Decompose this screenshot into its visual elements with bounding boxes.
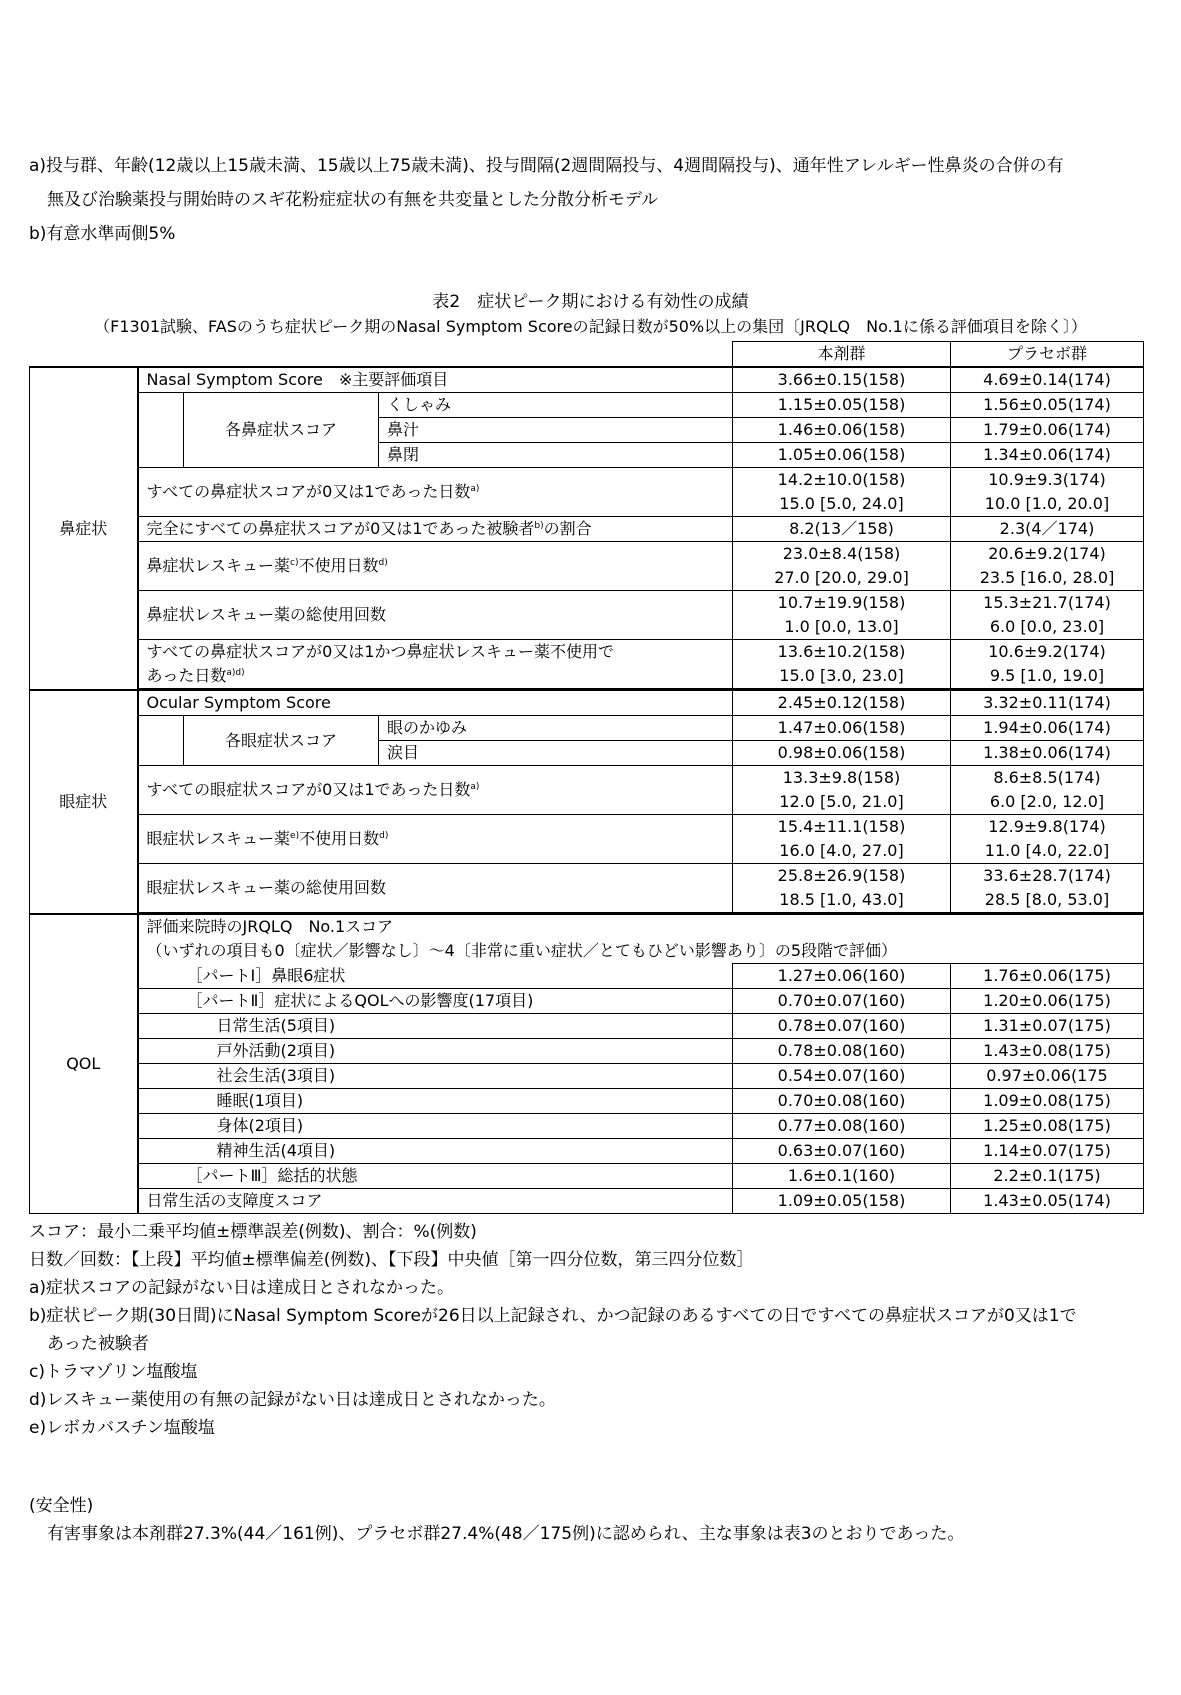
oss-label: Ocular Symptom Score — [138, 690, 733, 716]
nasal-complete-placebo: 2.3(4／174) — [951, 517, 1144, 542]
sleep-label: 睡眠(1項目) — [138, 1089, 733, 1114]
table-row — [30, 542, 1144, 591]
outdoor-placebo: 1.43±0.08(175) — [951, 1039, 1144, 1064]
outdoor-label: 戸外活動(2項目) — [138, 1039, 733, 1064]
section-nasal: 鼻症状 — [30, 367, 138, 690]
mental-placebo: 1.14±0.07(175) — [951, 1139, 1144, 1164]
oss-drug: 2.45±0.12(158) — [733, 690, 951, 716]
col-header-drug: 本剤群 — [733, 342, 951, 368]
itch-label: 眼のかゆみ — [379, 716, 733, 741]
oss-placebo: 3.32±0.11(174) — [951, 690, 1144, 716]
section-qol: QOL — [30, 914, 138, 1214]
table-row — [30, 690, 1144, 716]
table-row — [30, 964, 1144, 989]
ocular-rescue-free-label: 眼症状レスキュー薬$^{e)}$不使用日数$^{d)}$ — [138, 815, 733, 864]
social-label: 社会生活(3項目) — [138, 1064, 733, 1089]
table-row — [30, 517, 1144, 542]
table-row — [30, 1039, 1144, 1064]
note-d: d)レスキュー薬使用の有無の記録がない日は達成日とされなかった。 — [29, 1390, 556, 1410]
ocular-rescue-total-label: 眼症状レスキュー薬の総使用回数 — [138, 864, 733, 913]
nasal-combined-drug: 13.6±10.2(158) 15.0 [3.0, 23.0] — [733, 640, 951, 689]
nss-drug: 3.66±0.15(158) — [733, 367, 951, 393]
safety-heading: (安全性) — [29, 1496, 94, 1516]
sneeze-label: くしゃみ — [379, 393, 733, 418]
table-row — [30, 914, 1144, 964]
note-days: 日数／回数：【上段】平均値±標準偏差(例数)、【下段】中央値［第一四分位数，第三四分位数］ — [29, 1250, 754, 1270]
nasal-complete-label: 完全にすべての鼻症状スコアが0又は1であった被験者$^{b)}$の割合 — [138, 517, 733, 542]
preface-line-a2: 無及び治験薬投与開始時のスギ花粉症症状の有無を共変量とした分散分析モデル — [47, 190, 659, 210]
table-row — [30, 1064, 1144, 1089]
ocular-rescue-total-drug: 25.8±26.9(158) 18.5 [1.0, 43.0] — [733, 864, 951, 913]
ocular-each-label: 各眼症状スコア — [184, 716, 379, 766]
table-row — [30, 640, 1144, 689]
body-drug: 0.77±0.08(160) — [733, 1114, 951, 1139]
congestion-drug: 1.05±0.06(158) — [733, 443, 951, 468]
table-row — [30, 367, 1144, 393]
note-e: e)レボカバスチン塩酸塩 — [29, 1418, 215, 1438]
preface-line-b: b)有意水準両側5% — [29, 224, 176, 244]
note-score: スコア：最小二乗平均値±標準誤差(例数)、割合：%(例数) — [29, 1222, 477, 1242]
ocular-days-label: すべての眼症状スコアが0又は1であった日数$^{a)}$ — [138, 766, 733, 815]
note-b2: あった被験者 — [47, 1334, 149, 1354]
table-row — [30, 591, 1144, 640]
note-b1: b)症状ピーク期(30日間)にNasal Symptom Scoreが26日以上記録され、かつ記録のあるすべての日ですべての鼻症状スコアが0又は1で — [29, 1306, 1077, 1326]
disability-label: 日常生活の支障度スコア — [138, 1189, 733, 1214]
table-row — [30, 1089, 1144, 1114]
nasal-combined-label: すべての鼻症状スコアが0又は1かつ鼻症状レスキュー薬不使用で あった日数$^{a)d)}$ — [138, 640, 733, 689]
nasal-combined-placebo: 10.6±9.2(174) 9.5 [1.0, 19.0] — [951, 640, 1144, 689]
nasal-rescue-total-drug: 10.7±19.9(158) 1.0 [0.0, 13.0] — [733, 591, 951, 640]
mental-label: 精神生活(4項目) — [138, 1139, 733, 1164]
part3-drug: 1.6±0.1(160) — [733, 1164, 951, 1189]
note-a: a)症状スコアの記録がない日は達成日とされなかった。 — [29, 1278, 455, 1298]
nasal-each-label: 各鼻症状スコア — [184, 393, 379, 468]
mental-drug: 0.63±0.07(160) — [733, 1139, 951, 1164]
safety-text: 有害事象は本剤群27.3%(44／161例)、プラセボ群27.4%(48／175例)に認められ、主な事象は表3のとおりであった。 — [47, 1524, 965, 1544]
nasal-rescue-free-placebo: 20.6±9.2(174) 23.5 [16.0, 28.0] — [951, 542, 1144, 591]
part3-label: ［パートⅢ］総括的状態 — [138, 1164, 733, 1189]
itch-drug: 1.47±0.06(158) — [733, 716, 951, 741]
nasal-rescue-total-placebo: 15.3±21.7(174) 6.0 [0.0, 23.0] — [951, 591, 1144, 640]
part1-label: ［パートⅠ］鼻眼6症状 — [138, 964, 733, 989]
disability-drug: 1.09±0.05(158) — [733, 1189, 951, 1214]
social-drug: 0.54±0.07(160) — [733, 1064, 951, 1089]
nasal-days-label: すべての鼻症状スコアが0又は1であった日数$^{a)}$ — [138, 468, 733, 517]
table-subtitle: （F1301試験、FASのうち症状ピーク期のNasal Symptom Scoreの記録日数が50%以上の集団〔JRQLQ No.1に係る評価項目を除く〕） — [94, 317, 1087, 336]
rhinorrhea-placebo: 1.79±0.06(174) — [951, 418, 1144, 443]
ocular-days-drug: 13.3±9.8(158) 12.0 [5.0, 21.0] — [733, 766, 951, 815]
ocular-rescue-free-placebo: 12.9±9.8(174) 11.0 [4.0, 22.0] — [951, 815, 1144, 864]
table-row — [30, 864, 1144, 913]
congestion-placebo: 1.34±0.06(174) — [951, 443, 1144, 468]
body-placebo: 1.25±0.08(175) — [951, 1114, 1144, 1139]
table-header-row — [30, 342, 1144, 368]
part1-placebo: 1.76±0.06(175) — [951, 964, 1144, 989]
table-row — [30, 468, 1144, 517]
nasal-rescue-free-drug: 23.0±8.4(158) 27.0 [20.0, 29.0] — [733, 542, 951, 591]
ocular-rescue-total-placebo: 33.6±28.7(174) 28.5 [8.0, 53.0] — [951, 864, 1144, 913]
nss-label: Nasal Symptom Score ※主要評価項目 — [138, 367, 733, 393]
tears-drug: 0.98±0.06(158) — [733, 741, 951, 766]
part2-drug: 0.70±0.07(160) — [733, 989, 951, 1014]
sleep-drug: 0.70±0.08(160) — [733, 1089, 951, 1114]
part2-placebo: 1.20±0.06(175) — [951, 989, 1144, 1014]
table-row — [30, 1139, 1144, 1164]
daily-placebo: 1.31±0.07(175) — [951, 1014, 1144, 1039]
note-c: c)トラマゾリン塩酸塩 — [29, 1362, 198, 1382]
ocular-days-placebo: 8.6±8.5(174) 6.0 [2.0, 12.0] — [951, 766, 1144, 815]
jrqlq-heading: 評価来院時のJRQLQ No.1スコア （いずれの項目も0〔症状／影響なし〕～4〔非常に重い症状／とてもひどい影響あり〕の5段階で評価） — [138, 914, 1144, 964]
table-row — [30, 989, 1144, 1014]
nasal-complete-drug: 8.2(13／158) — [733, 517, 951, 542]
efficacy-table — [29, 341, 1144, 1214]
table-row — [30, 393, 1144, 418]
nasal-days-placebo: 10.9±9.3(174) 10.0 [1.0, 20.0] — [951, 468, 1144, 517]
nasal-days-drug: 14.2±10.0(158) 15.0 [5.0, 24.0] — [733, 468, 951, 517]
table-row — [30, 815, 1144, 864]
sleep-placebo: 1.09±0.08(175) — [951, 1089, 1144, 1114]
outdoor-drug: 0.78±0.08(160) — [733, 1039, 951, 1064]
part3-placebo: 2.2±0.1(175) — [951, 1164, 1144, 1189]
part1-drug: 1.27±0.06(160) — [733, 964, 951, 989]
nasal-rescue-total-label: 鼻症状レスキュー薬の総使用回数 — [138, 591, 733, 640]
sneeze-drug: 1.15±0.05(158) — [733, 393, 951, 418]
disability-placebo: 1.43±0.05(174) — [951, 1189, 1144, 1214]
daily-label: 日常生活(5項目) — [138, 1014, 733, 1039]
table-row — [30, 1164, 1144, 1189]
daily-drug: 0.78±0.07(160) — [733, 1014, 951, 1039]
part2-label: ［パートⅡ］症状によるQOLへの影響度(17項目) — [138, 989, 733, 1014]
table-row — [30, 1014, 1144, 1039]
rhinorrhea-label: 鼻汁 — [379, 418, 733, 443]
col-header-placebo: プラセボ群 — [951, 342, 1144, 368]
rhinorrhea-drug: 1.46±0.06(158) — [733, 418, 951, 443]
body-label: 身体(2項目) — [138, 1114, 733, 1139]
tears-label: 涙目 — [379, 741, 733, 766]
congestion-label: 鼻閉 — [379, 443, 733, 468]
table-title: 表2 症状ピーク期における有効性の成績 — [432, 292, 749, 312]
section-ocular: 眼症状 — [30, 690, 138, 914]
nasal-rescue-free-label: 鼻症状レスキュー薬$^{c)}$不使用日数$^{d)}$ — [138, 542, 733, 591]
itch-placebo: 1.94±0.06(174) — [951, 716, 1144, 741]
table-row — [30, 716, 1144, 741]
sneeze-placebo: 1.56±0.05(174) — [951, 393, 1144, 418]
table-row — [30, 1189, 1144, 1214]
preface-line-a1: a)投与群、年齢(12歳以上15歳未満、15歳以上75歳未満)、投与間隔(2週間隔投与、4週間隔投与)、通年性アレルギー性鼻炎の合併の有 — [29, 156, 1064, 176]
nss-placebo: 4.69±0.14(174) — [951, 367, 1144, 393]
table-row — [30, 1114, 1144, 1139]
ocular-rescue-free-drug: 15.4±11.1(158) 16.0 [4.0, 27.0] — [733, 815, 951, 864]
social-placebo: 0.97±0.06(175 — [951, 1064, 1144, 1089]
tears-placebo: 1.38±0.06(174) — [951, 741, 1144, 766]
table-row — [30, 766, 1144, 815]
